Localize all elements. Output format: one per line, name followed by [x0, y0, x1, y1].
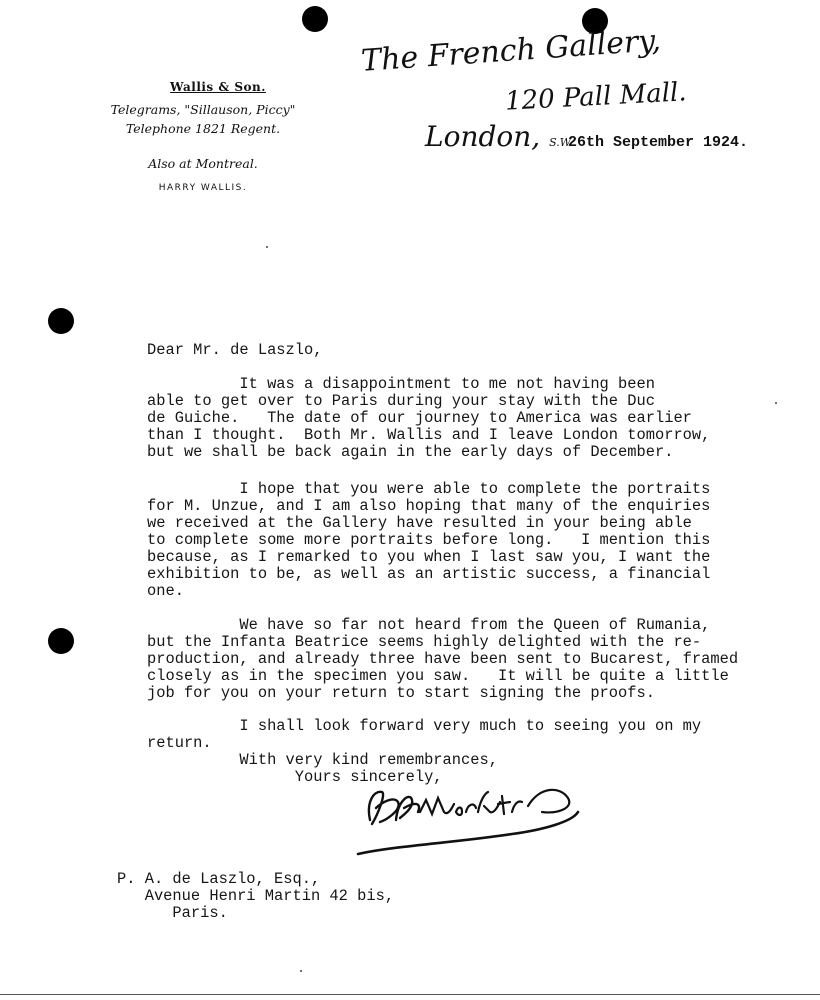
paragraph-3: We have so far not heard from the Queen of Rumania, but the Infanta Beatrice seems highly delighted with the re- production, and already three have been sent to Bucarest, framed closely as in the specimen you saw. It will be quite a little job for you on your return to start signing the proofs. [147, 616, 739, 702]
gallery-street: 120 Pall Mall. [504, 77, 688, 117]
letterhead-also: Also at Montreal. [148, 156, 258, 171]
punch-hole-left-upper [48, 308, 74, 334]
gallery-title: The French Gallery, [360, 23, 662, 79]
paragraph-2: I hope that you were able to complete the portraits for M. Unzue, and I am also hoping that many of the enquiries we received at the Gallery have resulted in your being able to complete some more portraits before long. I mention this because, as I remarked to you when I last saw you, I want the exhibition to be, as well as an artistic success, a financial one. [147, 480, 711, 600]
handwritten-signature [352, 772, 592, 862]
gallery-sw: S.W. [549, 136, 573, 149]
letterhead-telegrams: Telegrams, "Sillauson, Piccy" [110, 102, 296, 117]
recipient-address: P. A. de Laszlo, Esq., Avenue Henri Martin 42 bis, Paris. [117, 870, 395, 922]
paragraph-4: I shall look forward very much to seeing you on my return. [147, 717, 702, 752]
punch-hole-left-lower [48, 628, 74, 654]
closing: With very kind remembrances, Yours sincerely, [239, 751, 498, 786]
letter-date: 26th September 1924. [568, 134, 749, 151]
page-bottom-edge [0, 994, 820, 995]
letterhead-firm: Wallis & Son. [170, 80, 266, 94]
gallery-city: London, [425, 120, 541, 153]
letterhead-telephone: Telephone 1821 Regent. [125, 121, 281, 136]
paper-speck [775, 402, 777, 404]
paper-speck [300, 970, 302, 972]
salutation: Dear Mr. de Laszlo, [147, 341, 323, 359]
gallery-city-line [425, 120, 573, 153]
punch-hole-top-left [302, 6, 328, 32]
paragraph-1: It was a disappointment to me not having been able to get over to Paris during your stay with the Duc de Guiche. The date of our journey to America was earlier than I thought. Both Mr. Wallis and I leave London tomorrow, but we shall be back again in the early days of December. [147, 375, 711, 461]
letterhead-left [78, 80, 328, 193]
paper-speck [266, 246, 268, 248]
letterhead-name: HARRY WALLIS. [158, 183, 248, 193]
